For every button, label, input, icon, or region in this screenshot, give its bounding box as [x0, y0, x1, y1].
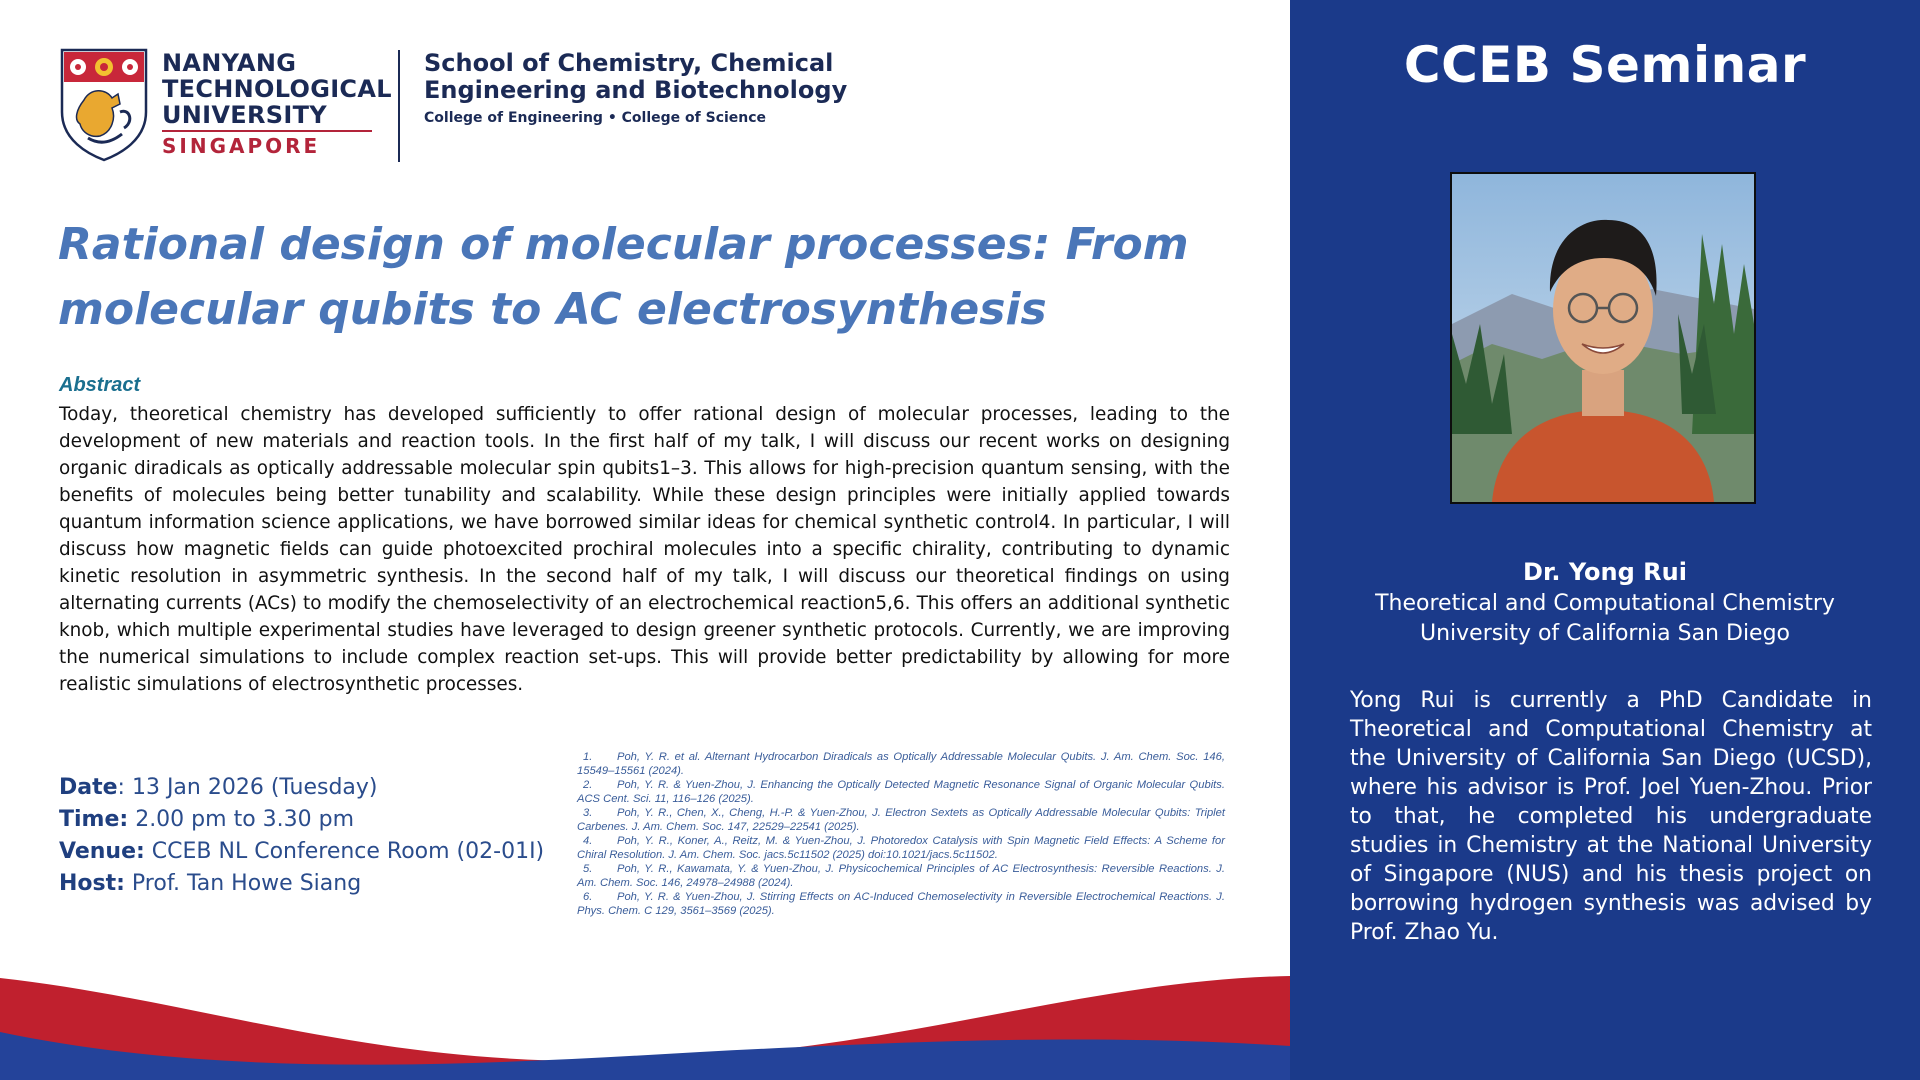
school-line: School of Chemistry, Chemical — [424, 49, 834, 77]
host-label: Host: — [59, 871, 125, 896]
speaker-field: Theoretical and Computational Chemistry — [1375, 591, 1835, 616]
poster-sidebar — [1290, 0, 1920, 1080]
country-rule — [162, 130, 372, 132]
university-line: NANYANG — [162, 49, 297, 77]
speaker-affiliation: University of California San Diego — [1419, 621, 1791, 646]
reference-item — [577, 834, 1225, 862]
event-venue — [59, 836, 544, 868]
venue-value: CCEB NL Conference Room (02-01I) — [144, 839, 545, 864]
school-colleges: College of Engineering • College of Science — [424, 110, 767, 126]
reference-item — [577, 750, 1225, 778]
event-date — [59, 772, 544, 804]
footer-waves — [0, 960, 1290, 1080]
reference-text: Poh, Y. R. & Yuen-Zhou, J. Enhancing the Optically Detected Magnetic Resonance Signal of Organic Molecular Qubits. ACS Cent. Sci. 11, 116–126 (2025). — [577, 779, 1225, 805]
speaker-bio: Yong Rui is currently a PhD Candidate in Theoretical and Computational Chemistry at the University of California San Diego (UCSD), where his advisor is Prof. Joel Yuen-Zhou. Prior to that, he completed his undergraduate studies in Chemistry at the National University of Singapore (NUS) and his thesis project on borrowing hydrogen synthesis was advised by Prof. Zhao Yu. — [1350, 688, 1872, 945]
time-label: Time: — [59, 807, 129, 832]
seminar-title: CCEB Seminar — [1403, 36, 1807, 94]
speaker-portrait-icon — [1452, 174, 1754, 502]
university-line: TECHNOLOGICAL — [162, 75, 392, 103]
school-line: Engineering and Biotechnology — [424, 76, 848, 104]
reference-list — [577, 750, 1225, 918]
event-details — [59, 772, 544, 900]
reference-text: Poh, Y. R. & Yuen-Zhou, J. Stirring Effects on AC-Induced Chemoselectivity in Reversible Electrochemical Reactions. J. Phys. Chem. C 129, 3561–3569 (2025). — [577, 891, 1225, 917]
date-value: : 13 Jan 2026 (Tuesday) — [117, 775, 378, 800]
speaker-name: Dr. Yong Rui — [1523, 558, 1687, 586]
abstract-text: Today, theoretical chemistry has developed sufficiently to offer rational design of molecular processes, leading to the development of new materials and reaction tools. In the first half of my talk, I will discuss our recent works on designing organic diradicals as optically addressable molecular spin qubits1–3. This allows for high-precision quantum sensing, with the benefits of molecules being better tunability and scalability. While these design principles were initially applied towards quantum information science applications, we have borrowed similar ideas for chemical synthetic control4. In particular, I will discuss how magnetic fields can guide photoexcited prochiral molecules into a specific chirality, contributing to dynamic kinetic resolution in asymmetric synthesis. In the second half of my talk, I will discuss our theoretical findings on using alternating currents (ACs) to modify the chemoselectivity of an electrochemical reaction5,6. This offers an additional synthetic knob, which multiple experimental studies have leveraged to design greener synthetic protocols. Currently, we are improving the numerical simulations to include complex reaction set-ups. This will provide better predictability by allowing for more realistic simulations of electrosynthetic processes. — [59, 404, 1230, 695]
reference-item — [577, 806, 1225, 834]
reference-number: 6. — [583, 891, 593, 903]
reference-number: 5. — [583, 863, 593, 875]
venue-label: Venue: — [59, 839, 145, 864]
date-label: Date — [59, 775, 118, 800]
abstract-heading: Abstract — [59, 374, 141, 396]
reference-number: 1. — [583, 751, 593, 763]
reference-number: 3. — [583, 807, 593, 819]
school-name — [424, 50, 847, 104]
reference-text: Poh, Y. R., Kawamata, Y. & Yuen-Zhou, J. Physicochemical Principles of AC Electrosynthesis: Reversible Reactions. J. Am. Chem. Soc. 146, 24978–24988 (2024). — [577, 863, 1225, 889]
time-value: 2.00 pm to 3.30 pm — [128, 807, 355, 832]
ntu-crest-icon — [60, 48, 148, 162]
speaker-info — [1290, 555, 1920, 649]
talk-title: Rational design of molecular processes: From molecular qubits to AC electrosynthesis — [58, 219, 1189, 335]
event-host — [59, 868, 544, 900]
host-value: Prof. Tan Howe Siang — [124, 871, 362, 896]
reference-number: 4. — [583, 835, 593, 847]
university-line: UNIVERSITY — [162, 101, 327, 129]
reference-item — [577, 862, 1225, 890]
reference-text: Poh, Y. R., Chen, X., Cheng, H.-P. & Yuen-Zhou, J. Electron Sextets as Optically Addressable Molecular Qubits: Triplet Carbenes. J. Am. Chem. Soc. 147, 22529–22541 (2025). — [577, 807, 1225, 833]
event-time — [59, 804, 544, 836]
reference-item — [577, 778, 1225, 806]
reference-text: Poh, Y. R. et al. Alternant Hydrocarbon Diradicals as Optically Addressable Molecular Qubits. J. Am. Chem. Soc. 146, 15549–15561 (2024). — [577, 751, 1225, 777]
reference-text: Poh, Y. R., Koner, A., Reitz, M. & Yuen-Zhou, J. Photoredox Catalysis with Spin Magnetic Field Effects: A Scheme for Chiral Resolution. J. Am. Chem. Soc. jacs.5c11502 (2025) doi:10.1021/jacs.5c11502. — [577, 835, 1225, 861]
logo-divider — [398, 50, 400, 162]
reference-number: 2. — [583, 779, 593, 791]
university-name — [162, 50, 392, 128]
reference-item — [577, 890, 1225, 918]
speaker-photo — [1450, 172, 1756, 504]
university-country: SINGAPORE — [162, 134, 321, 158]
